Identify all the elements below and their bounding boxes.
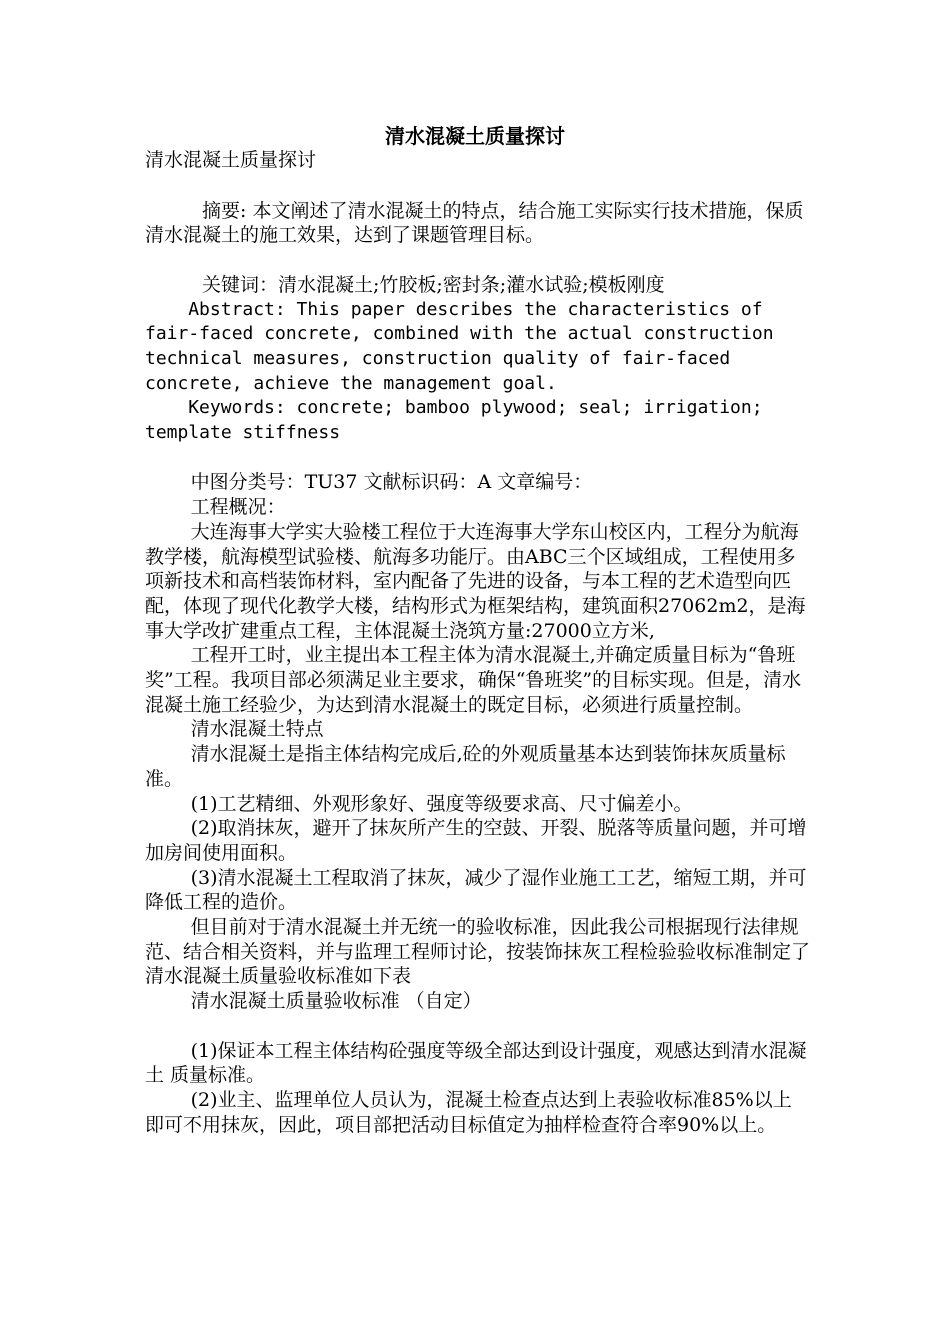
subtitle-line: 清水混凝土质量探讨 <box>145 149 317 171</box>
spacer <box>145 446 810 471</box>
abstract-cn: 摘要: 本文阐述了清水混凝土的特点，结合施工实际实行技术措施，保质清水混凝土的施工效果，达到了课题管理目标。 <box>145 199 804 247</box>
features-paragraph-2: 但目前对于清水混凝土并无统一的验收标准，因此我公司根据现行法律规范、结合相关资料，并与监理工程师讨论，按装饰抹灰工程检验验收标准制定了清水混凝土质量验收标准如下表 <box>145 916 811 988</box>
abstract-en: Abstract: This paper describes the characteristics of fair-faced concrete, combined with the actual construction technical measures, construction quality of fair-faced concrete, achieve the management goal. <box>145 298 774 394</box>
features-item-2: (2)取消抹灰，避开了抹灰所产生的空鼓、开裂、脱落等质量问题，并可增加房间使用面积。 <box>145 817 807 864</box>
features-paragraph-1: 清水混凝土是指主体结构完成后,砼的外观质量基本达到装饰抹灰质量标准。 <box>145 743 786 790</box>
spacer <box>145 248 810 273</box>
standard-item-2: (2)业主、监理单位人员认为，混凝土检查点达到上表验收标准85%以上即可不用抹灰，因此，项目部把活动目标值定为抽样检查符合率90%以上。 <box>145 1088 792 1136</box>
features-item-3: (3)清水混凝土工程取消了抹灰，减少了湿作业施工工艺，缩短工期，并可降低工程的造价。 <box>145 866 807 914</box>
overview-heading: 工程概况： <box>190 496 286 519</box>
features-heading: 清水混凝土特点 <box>190 718 324 741</box>
overview-paragraph-1: 大连海事大学实大验楼工程位于大连海事大学东山校区内，工程分为航海教学楼，航海模型试验楼、航海多功能厅。由ABC三个区域组成，工程使用多项新技术和高档装饰材料，室内配备了先进的设备，与本工程的艺术造型向匹配，体现了现代化教学大楼，结构形式为框架结构，建筑面积27062m2，是海事大学改扩建重点工程，主体混凝土浇筑方量:27000立方米, <box>145 520 806 642</box>
keywords-en: Keywords: concrete; bamboo plywood; seal; irrigation; template stiffness <box>145 397 763 444</box>
standard-heading: 清水混凝土质量验收标准 （自定） <box>190 990 482 1013</box>
document-body <box>145 148 810 1137</box>
keywords-cn: 关键词：清水混凝土;竹胶板;密封条;灌水试验;模板刚度 <box>202 273 665 296</box>
standard-item-1: (1)保证本工程主体结构砼强度等级全部达到设计强度，观感达到清水混凝土 质量标准。 <box>145 1039 807 1087</box>
spacer <box>145 173 810 181</box>
classification-line: 中图分类号：TU37 文献标识码：A 文章编号： <box>190 471 593 494</box>
overview-paragraph-2: 工程开工时，业主提出本工程主体为清水混凝土,并确定质量目标为“鲁班奖”工程。我项目部必须满足业主要求，确保“鲁班奖”的目标实现。但是，清水混凝土施工经验少，为达到清水混凝土的既定目标，必须进行质量控制。 <box>145 644 802 716</box>
document-title: 清水混凝土质量探讨 <box>385 124 565 148</box>
spacer <box>145 1014 810 1039</box>
spacer <box>145 181 810 199</box>
features-item-1: (1)工艺精细、外观形象好、强度等级要求高、尺寸偏差小。 <box>190 792 693 815</box>
